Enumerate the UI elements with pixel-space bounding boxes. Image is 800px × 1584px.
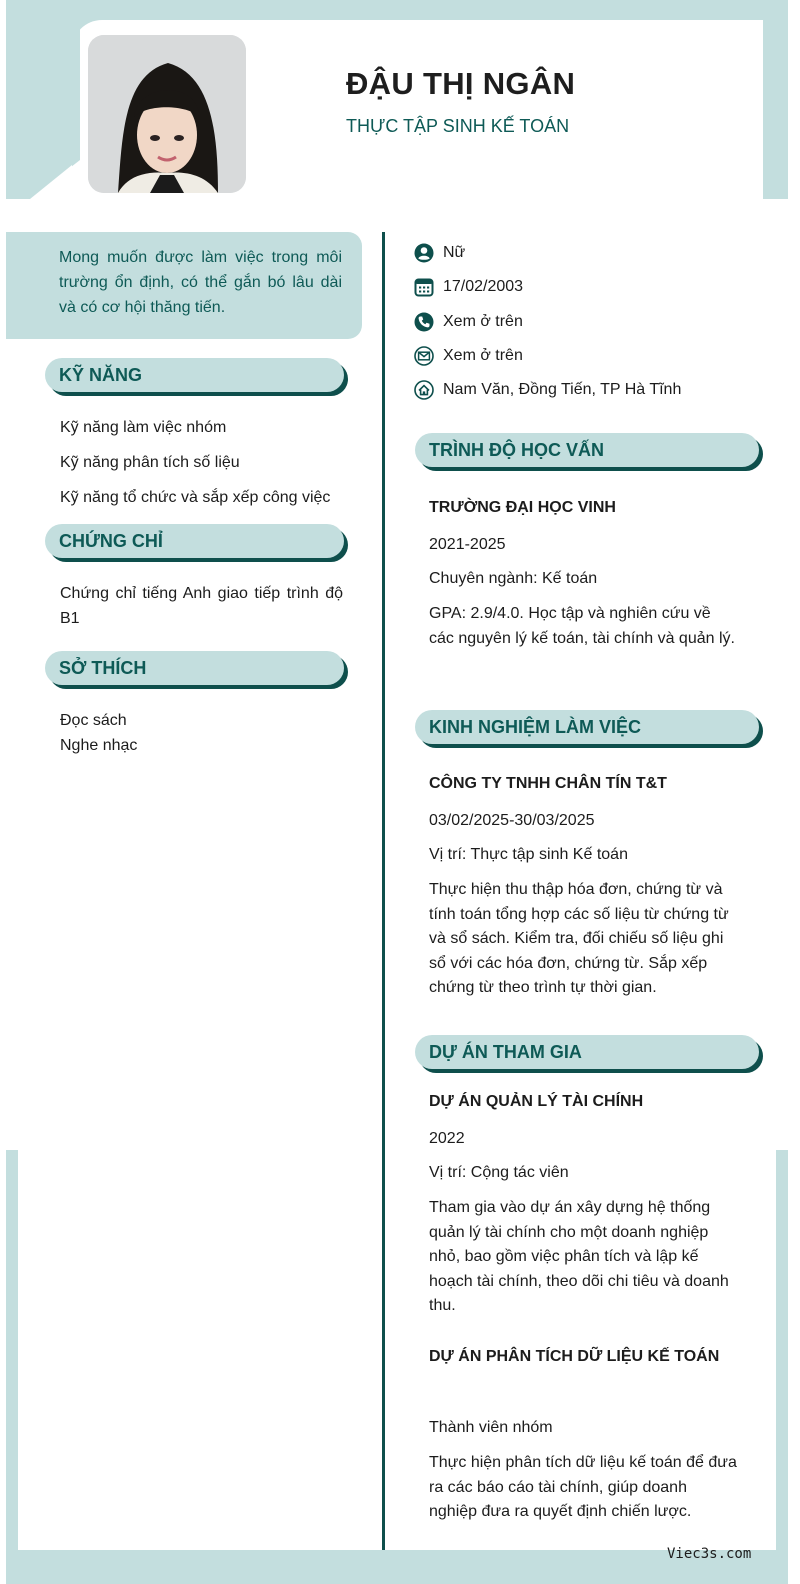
contact-email bbox=[413, 344, 523, 368]
email-value: Xem ở trên bbox=[443, 347, 523, 364]
experience-heading: KINH NGHIỆM LÀM VIỆC bbox=[415, 710, 759, 744]
project-name: DỰ ÁN PHÂN TÍCH DỮ LIỆU KẾ TOÁN bbox=[429, 1348, 720, 1365]
candidate-name: ĐẬU THỊ NGÂN bbox=[346, 66, 576, 101]
certificate-item: Chứng chỉ tiếng Anh giao tiếp trình độ B1 bbox=[60, 585, 343, 627]
education-entry bbox=[429, 497, 739, 651]
skill-item: Kỹ năng tổ chức và sắp xếp công việc bbox=[60, 489, 331, 506]
experience-section-header bbox=[415, 710, 763, 748]
career-objective-box bbox=[6, 232, 362, 339]
project-name: DỰ ÁN QUẢN LÝ TÀI CHÍNH bbox=[429, 1093, 644, 1110]
project-role: Vị trí: Cộng tác viên bbox=[429, 1164, 569, 1181]
education-years: 2021-2025 bbox=[429, 536, 506, 553]
education-major: Chuyên ngành: Kế toán bbox=[429, 570, 598, 587]
projects-heading: DỰ ÁN THAM GIA bbox=[415, 1035, 759, 1069]
hobby-item: Đọc sách bbox=[60, 712, 127, 729]
contact-birthday bbox=[413, 275, 523, 299]
column-divider bbox=[382, 232, 385, 1550]
calendar-icon bbox=[413, 276, 435, 298]
contact-phone bbox=[413, 310, 523, 334]
profile-photo bbox=[88, 35, 246, 193]
project-description: Tham gia vào dự án xây dựng hệ thống quản lý tài chính cho một doanh nghiệp nhỏ, bao gồm việc phân tích và lập kế hoạch tài chính, theo dõi chi tiêu và doanh thu. bbox=[429, 1199, 729, 1314]
user-circle-icon bbox=[413, 242, 435, 264]
certificates-list bbox=[60, 581, 343, 631]
project-role: Thành viên nhóm bbox=[429, 1419, 553, 1436]
experience-period: 03/02/2025-30/03/2025 bbox=[429, 812, 595, 829]
hobbies-section-header bbox=[45, 651, 348, 689]
career-objective-text: Mong muốn được làm việc trong môi trường ổn định, có thể gắn bó lâu dài và có cơ hội thăng tiến. bbox=[59, 249, 342, 316]
certificates-section-header bbox=[45, 524, 348, 562]
education-section-header bbox=[415, 433, 763, 471]
birthday-value: 17/02/2003 bbox=[443, 278, 524, 295]
header-corner-decoration bbox=[0, 0, 80, 200]
school-name: TRƯỜNG ĐẠI HỌC VINH bbox=[429, 499, 616, 516]
contact-address bbox=[413, 378, 681, 402]
contact-gender bbox=[413, 241, 465, 265]
gender-value: Nữ bbox=[443, 244, 466, 261]
projects-section-header bbox=[415, 1035, 763, 1073]
envelope-icon bbox=[413, 345, 435, 367]
home-icon bbox=[413, 379, 435, 401]
address-value: Nam Văn, Đồng Tiến, TP Hà Tĩnh bbox=[443, 381, 682, 398]
hobbies-list bbox=[60, 708, 137, 758]
experience-position: Vị trí: Thực tập sinh Kế toán bbox=[429, 846, 628, 863]
education-details: GPA: 2.9/4.0. Học tập và nghiên cứu về các nguyên lý kế toán, tài chính và quản lý. bbox=[429, 605, 735, 647]
job-title: THỰC TẬP SINH KẾ TOÁN bbox=[346, 116, 570, 136]
skills-list bbox=[60, 417, 330, 522]
experience-entry bbox=[429, 773, 739, 1001]
hobbies-heading: SỞ THÍCH bbox=[45, 651, 344, 685]
certificates-heading: CHỨNG CHỈ bbox=[45, 524, 344, 558]
project-entry bbox=[429, 1346, 739, 1525]
skills-section-header bbox=[45, 358, 348, 396]
skills-heading: KỸ NĂNG bbox=[45, 358, 344, 392]
project-entry bbox=[429, 1091, 739, 1319]
watermark: Viec3s.com bbox=[667, 1546, 752, 1562]
project-year: 2022 bbox=[429, 1130, 465, 1147]
skill-item: Kỹ năng phân tích số liệu bbox=[60, 454, 240, 471]
company-name: CÔNG TY TNHH CHÂN TÍN T&T bbox=[429, 775, 667, 792]
phone-icon bbox=[413, 311, 435, 333]
education-heading: TRÌNH ĐỘ HỌC VẤN bbox=[415, 433, 759, 467]
project-description: Thực hiện phân tích dữ liệu kế toán để đưa ra các báo cáo tài chính, giúp doanh nghiệp đưa ra quyết định chiến lược. bbox=[429, 1454, 737, 1520]
hobby-item: Nghe nhạc bbox=[60, 737, 138, 754]
phone-value: Xem ở trên bbox=[443, 313, 523, 330]
skill-item: Kỹ năng làm việc nhóm bbox=[60, 419, 227, 436]
experience-description: Thực hiện thu thập hóa đơn, chứng từ và tính toán tổng hợp các số liệu từ chứng từ và sổ sách. Kiểm tra, đối chiếu số liệu ghi sổ với các hóa đơn, chứng từ. Sắp xếp chứng từ theo trình tự thời gian. bbox=[429, 881, 729, 996]
